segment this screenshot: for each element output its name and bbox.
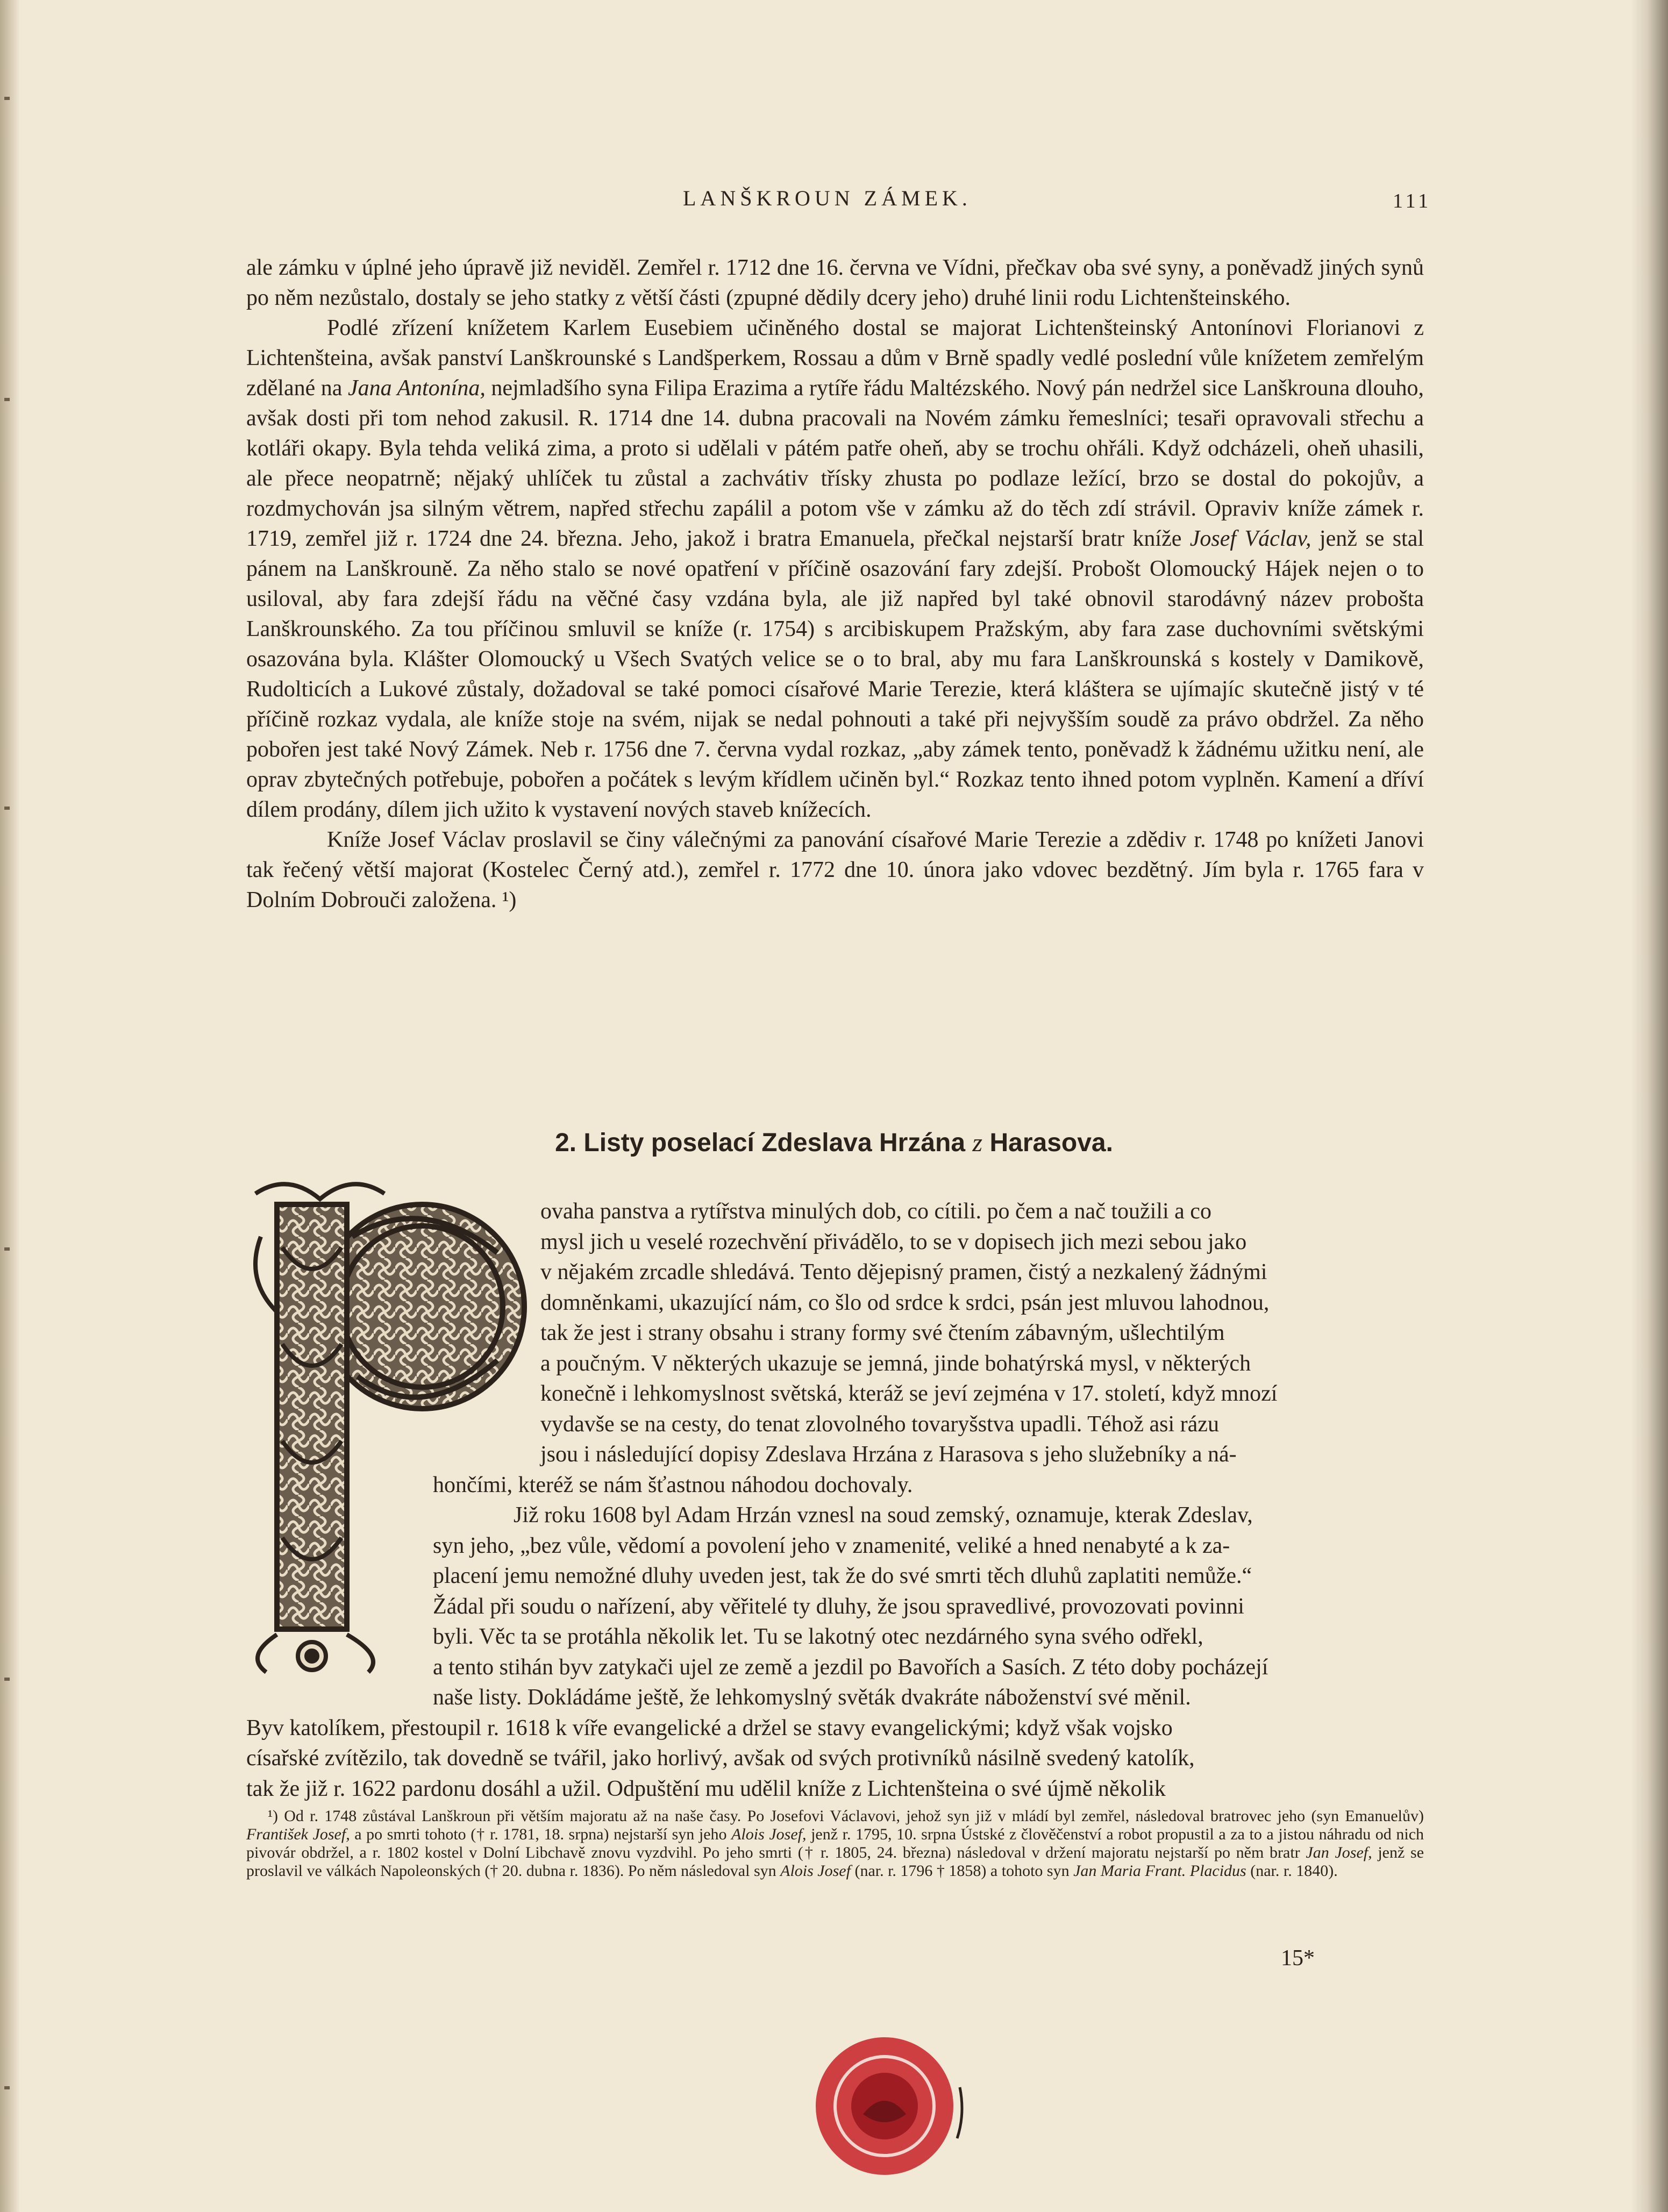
section-line: a tento stihán byv zatykači ujel ze země a jezdil po Bavořích a Sasích. Z této doby pocházejí <box>433 1655 1268 1680</box>
initial-bowl <box>320 1204 524 1409</box>
page-number: 111 <box>1393 190 1432 212</box>
section-line: naše listy. Dokládáme ještě, že lehkomyslný světák dvakráte náboženství své měnil. <box>433 1685 1191 1710</box>
section-line: ovaha panstva a rytířstva minulých dob, co cítili. po čem a nač toužili a co <box>540 1199 1211 1224</box>
footnote-ref: ¹) <box>502 888 517 912</box>
paragraph-1: ale zámku v úplné jeho úpravě již neviděl. Zemřel r. 1712 dne 16. června ve Vídni, přečkav oba své syny, a poněvadž jiných synů po něm nezůstalo, dostaly se jeho statky z větší části (zpupné dědily dcery jeho) druhé linii rodu Lichtenšteinského. <box>246 255 1424 310</box>
section-line: tak že jest i strany obsahu i strany formy své čtením zábavným, ušlechtilým <box>540 1321 1225 1345</box>
section-line: Žádal při soudu o nařízení, aby věřitelé ty dluhy, že jsou spravedlivé, provozovati povinni <box>433 1594 1244 1619</box>
section-line: syn jeho, „bez vůle, vědomí a povolení jeho v znamenité, veliké a hned nenabyté a k za- <box>433 1533 1230 1558</box>
running-title: LANŠKROUN ZÁMEK. <box>683 186 972 210</box>
signature-mark: 15* <box>1281 1946 1315 1971</box>
section-line: tak že již r. 1622 pardonu dosáhl a užil. Odpuštění mu udělil kníže z Lichtenšteina o své újmě několik <box>246 1776 1166 1801</box>
section-line: domněnkami, ukazující nám, co šlo od srdce k srdci, psán jest mluvou lahodnou, <box>540 1290 1270 1315</box>
name-josef-vaclav: Josef Václav, <box>1189 526 1311 551</box>
section-line: jsou i následující dopisy Zdeslava Hrzána z Harasova s jeho služebníky a ná- <box>540 1442 1237 1467</box>
section-line: hončími, kteréž se nám šťastnou náhodou dochovaly. <box>433 1473 913 1497</box>
section-line: mysl jich u veselé rozechvění přivádělo, to se v dopisech jich mezi sebou jako <box>540 1230 1247 1254</box>
footnote: ¹) Od r. 1748 zůstával Lanškroun při větším majoratu až na naše časy. Po Josefovi Václavovi, jehož syn již v mládí byl zemřel, následoval bratrovec jeho (syn Emanuelův) František Josef, a po smrti tohoto († r. 1781, 18. srpna) nejstarší syn jeho Alois Josef, jenž r. 1795, 10. srpna Ústské z člověčenství a robot propustil a za to a jistou náhradu od nich pivovár obdržel, a r. 1802 kostel v Dolní Libchavě znovu vyzdvihl. Po jeho smrti († r. 1805, 24. března) následoval v držení majoratu nejstarší po něm bratr Jan Josef, jenž se proslavil ve válkách Napoleonských († 20. dubna r. 1836). Po něm následoval syn Alois Josef (nar. r. 1796 † 1858) a tohoto syn Jan Maria Frant. Placidus (nar. r. 1840). <box>246 1807 1424 1880</box>
section-line: vydavše se na cesty, do tenat zlovolného tovaryšstva upadli. Téhož asi rázu <box>540 1412 1219 1437</box>
section-line: císařské zvítězilo, tak dovedně se tvářil, jako horlivý, avšak od svých protivníků násilně svedený katolík, <box>246 1746 1195 1771</box>
initial-stem <box>277 1204 347 1629</box>
section-line: placení jemu nemožné dluhy uveden jest, tak že do své smrti těch dluhů zaplatiti nemůže.“ <box>433 1564 1252 1588</box>
body-text-top <box>246 253 1424 915</box>
section-line: a poučným. V některých ukazuje se jemná, jinde bohatýrská mysl, v některých <box>540 1351 1251 1376</box>
section-line: konečně i lehkomyslnost světská, kteráž se jeví zejména v 17. století, když mnozí <box>540 1381 1278 1406</box>
section-line: v nějakém zrcadle shledává. Tento dějepisný pramen, čistý a nezkalený žádnými <box>540 1260 1267 1285</box>
library-stamp-icon <box>804 2023 971 2189</box>
section-heading: 2. Listy poselací Zdeslava Hrzána z Harasova. <box>555 1129 1113 1157</box>
page-edge-right <box>1630 0 1668 2212</box>
paragraph-2: Podlé zřízení knížetem Karlem Eusebiem učiněného dostal se majorat Lichtenšteinský Antonínovi Florianovi z Lichtenšteina, avšak panství Lanškrounské s Landšperkem, Rossau a dům v Brně spadly vedlé poslední vůle knížetem zemřelým zdělané na Jana Antonína, nejmladšího syna Filipa Erazima a rytíře řádu Maltézského. Nový pán nedržel sice Lanškrouna dlouho, avšak dosti při tom nehod zakusil. R. 1714 dne 14. dubna pracovali na Novém zámku řemeslníci; tesaři opravovali střechu a kotláři okapy. Byla tehda veliká zima, a proto si udělali v pátém patře oheň, aby se trochu ohřáli. Když odcházeli, oheň uhasili, ale přece neopatrně; nějaký uhlíček tu zůstal a zachvátiv třísky zhusta po podlaze ležící, brzo se dostal do pokojův, a rozdmychován jsa silným větrem, napřed střechu zapálil a potom vše v zámku až do těch zdí strávil. Opraviv kníže zámek r. 1719, zemřel již r. 1724 dne 24. března. Jeho, jakož i bratra Emanuela, přečkal nejstarší bratr kníže Josef Václav, jenž se stal pánem na Lanškrouně. Za něho stalo se nové opatření v příčině osazování fary zdejší. Probošt Olomoucký Hájek nejen o to usiloval, aby fara zdejší řádu na věčné časy vzdána byla, ale již napřed byl také obnovil starodávný název probošta Lanškrounského. Za tou příčinou smluvil se kníže (r. 1754) s arcibiskupem Pražským, aby fara zase duchovními světskými osazována byla. Klášter Olomoucký u Všech Svatých velice se o to bral, aby mu fara Lanškrounská s kostely v Damikově, Rudolticích a Lukové zůstaly, dožadoval se také pomoci císařové Marie Terezie, která kláštera se ujímajíc skutečně jistý v té příčině rozkaz vydala, ale kníže stoje na svém, nijak se nedal pohnouti a také při nejvyšším soudě za právo obdržel. Za něho pobořen jest také Nový Zámek. Neb r. 1756 dne 7. června vydal rozkaz, „aby zámek tento, poněvadž k žádnému užitku není, ale oprav zbytečných potřebuje, pobořen a počátek s levým křídlem učiněn byl.“ Rozkaz tento ihned potom vyplněn. Kamení a dříví dílem prodány, dílem jich užito k vystavení nových staveb knížecích. <box>246 316 1424 822</box>
section-line: Již roku 1608 byl Adam Hrzán vznesl na soud zemský, oznamuje, kterak Zdeslav, <box>514 1503 1253 1528</box>
section-line: Byv katolíkem, přestoupil r. 1618 k víře evangelické a držel se stavy evangelickými; když však vojsko <box>246 1716 1173 1740</box>
name-jana-antonina: Jana Antonína, <box>347 376 486 401</box>
page-edge-left <box>0 0 19 2212</box>
section-line: byli. Věc ta se protáhla několik let. Tu se lakotný otec nezdárného syna svého odřekl, <box>433 1624 1203 1649</box>
paragraph-3: Kníže Josef Václav proslavil se činy válečnými za panování císařové Marie Terezie a zdědiv r. 1748 po knížeti Janovi tak řečený větší majorat (Kostelec Černý atd.), zemřel r. 1772 dne 10. února jako vdovec bezdětný. Jím byla r. 1765 fara v Dolním Dobrouči založena. ¹) <box>246 827 1424 912</box>
